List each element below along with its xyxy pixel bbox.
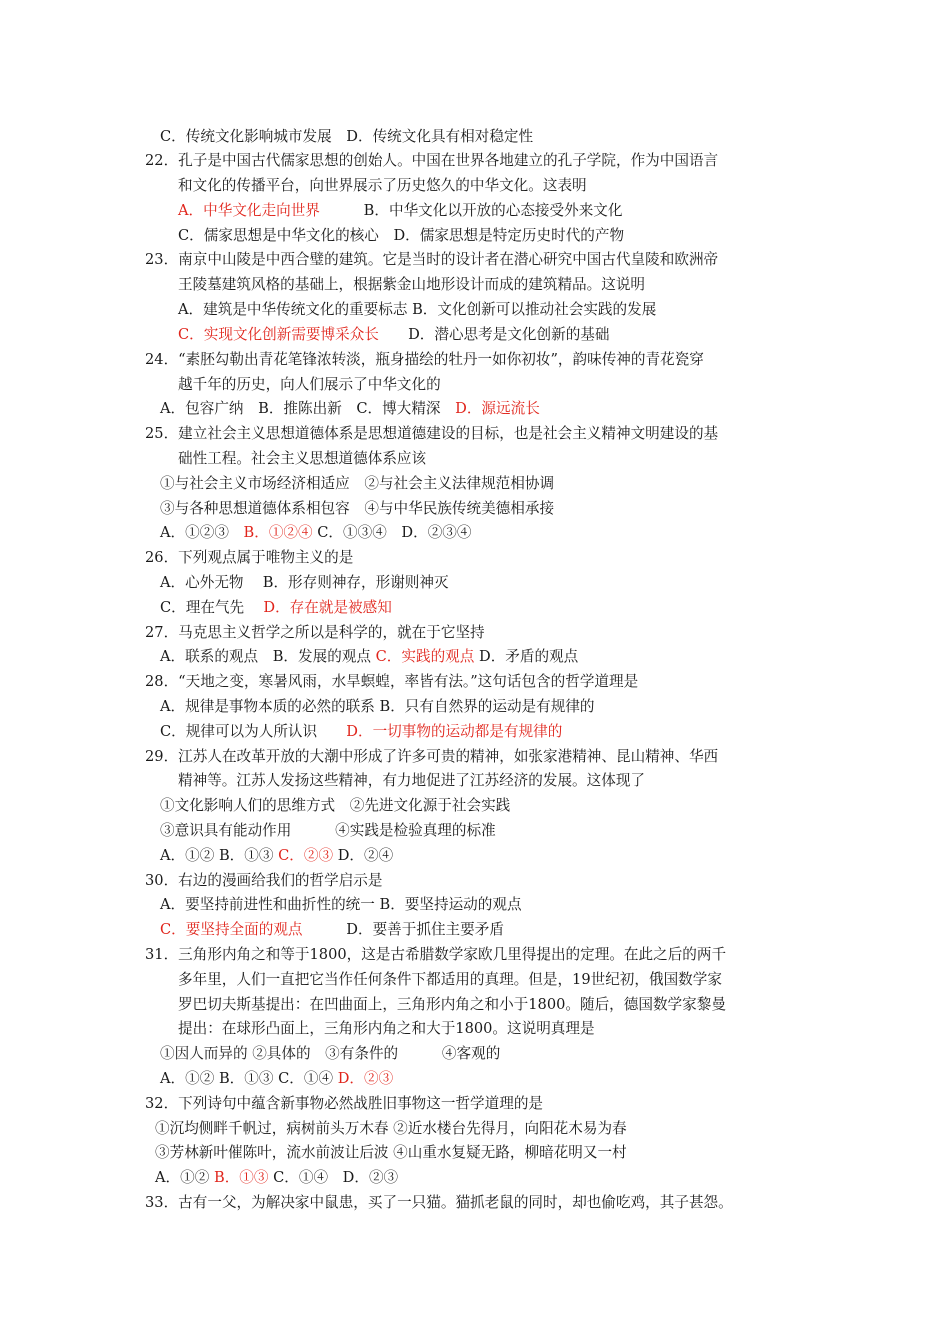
line-text: C．传统文化影响城市发展 D．传统文化具有相对稳定性 [160,128,534,145]
line-text: 础性工程。社会主义思想道德体系应该 [178,450,427,467]
line-text: ①沉均侧畔千帆过，病树前头万木春 ②近水楼台先得月，向阳花木易为春 [155,1120,627,1137]
line-text: ③芳林新叶催陈叶，流水前波让后波 ④山重水复疑无路，柳暗花明又一村 [155,1144,627,1161]
text-line [178,199,623,224]
line-text: D．潜心思考是文化创新的基础 [378,326,610,343]
line-text: A．要坚持前进性和曲折性的统一 B．要坚持运动的观点 [160,896,522,913]
text-line [178,993,726,1018]
text-line [178,1017,595,1042]
line-text: A．建筑是中华传统文化的重要标志 B．文化创新可以推动社会实践的发展 [178,301,657,318]
line-text: 30．右边的漫画给我们的哲学启示是 [145,872,383,889]
text-line [145,869,382,894]
answer-text: B．①③ [213,1169,269,1186]
text-line [145,422,718,447]
text-line [145,745,718,770]
line-text: 27．马克思主义哲学之所以是科学的，就在于它坚持 [145,624,485,641]
line-text: D．②④ [333,847,394,864]
text-line [160,125,533,150]
text-line [178,373,441,398]
line-text: D．矛盾的观点 [474,648,579,665]
text-line [145,670,638,695]
text-line [160,819,496,844]
line-text: A．①②③ [160,524,244,541]
text-line [178,174,587,199]
text-line [160,695,595,720]
answer-text: D．源远流长 [455,400,540,417]
text-line [178,968,722,993]
text-line [160,893,522,918]
text-line [178,447,426,472]
answer-text: C．实践的观点 [375,648,475,665]
line-text: B．中华文化以开放的心态接受外来文化 [319,202,623,219]
text-line [145,943,726,968]
text-line [178,769,645,794]
text-line [145,621,485,646]
text-line [160,794,510,819]
line-text: C．理在气先 [160,599,264,616]
line-text: 和文化的传播平台，向世界展示了历史悠久的中华文化。这表明 [178,177,587,194]
line-text: 24．“素胚勾勒出青花笔锋浓转淡，瓶身描绘的牡丹一如你初妆”，韵味传神的青花瓷穿 [145,351,704,368]
line-text: A．规律是事物本质的必然的联系 B．只有自然界的运动是有规律的 [160,698,595,715]
text-line [160,571,449,596]
answer-text: C．②③ [278,847,334,864]
line-text: 王陵墓建筑风格的基础上，根据紫金山地形设计而成的建筑精品。这说明 [178,276,646,293]
text-line [178,224,624,249]
line-text: 23．南京中山陵是中西合璧的建筑。它是当时的设计者在潜心研究中国古代皇陵和欧洲帝 [145,251,719,268]
line-text: A．心外无物 B．形存则神存，形谢则神灭 [160,574,449,591]
text-line [178,298,656,323]
line-text: A．①② [155,1169,214,1186]
text-line [160,596,392,621]
answer-text: A．中华文化走向世界 [178,202,320,219]
line-text: 多年里，人们一直把它当作任何条件下都适用的真理。但是，19世纪初，俄国数学家 [178,971,722,988]
line-text: C．①④ D．②③ [268,1169,399,1186]
line-text: A．包容广纳 B．推陈出新 C．博大精深 [160,400,456,417]
text-line [160,472,554,497]
line-text: C．①③④ D．②③④ [312,524,472,541]
line-text: C．规律可以为人所认识 [160,723,347,740]
text-line [160,521,471,546]
line-text: ③与各种思想道德体系相包容 ④与中华民族传统美德相承接 [160,500,555,517]
line-text: 33．古有一父，为解决家中鼠患，买了一只猫。猫抓老鼠的同时，却也偷吃鸡，其子甚怨。 [145,1194,733,1211]
text-line [160,720,562,745]
line-text: ①与社会主义市场经济相适应 ②与社会主义法律规范相协调 [160,475,555,492]
answer-text: B．①②④ [243,524,313,541]
text-line [145,1092,543,1117]
line-text: D．要善于抓住主要矛盾 [302,921,504,938]
answer-text: D．一切事物的运动都是有规律的 [346,723,563,740]
text-line [145,546,353,571]
line-text: 25．建立社会主义思想道德体系是思想道德建设的目标，也是社会主义精神文明建设的基 [145,425,719,442]
line-text: ①因人而异的 ②具体的 ③有条件的 ④客观的 [160,1045,501,1062]
line-text: A．联系的观点 B．发展的观点 [160,648,376,665]
text-line [160,844,393,869]
text-line [160,497,554,522]
line-text: ③意识具有能动作用 ④实践是检验真理的标准 [160,822,496,839]
answer-text: D．存在就是被感知 [263,599,392,616]
line-text: 22．孔子是中国古代儒家思想的创始人。中国在世界各地建立的孔子学院，作为中国语言 [145,152,719,169]
text-line [160,918,504,943]
text-line [178,273,645,298]
text-line [145,248,718,273]
text-line [145,1191,733,1216]
line-text: A．①② B．①③ [160,847,279,864]
line-text: 32．下列诗句中蕴含新事物必然战胜旧事物这一哲学道理的是 [145,1095,544,1112]
text-line [160,1042,500,1067]
line-text: A．①② B．①③ C．①④ [160,1070,338,1087]
text-line [160,1067,393,1092]
line-text: ①文化影响人们的思维方式 ②先进文化源于社会实践 [160,797,511,814]
answer-text: D．②③ [337,1070,394,1087]
line-text: 提出：在球形凸面上，三角形内角之和大于1800。这说明真理是 [178,1020,595,1037]
text-line [155,1166,398,1191]
line-text: 罗巴切夫斯基提出：在凹曲面上，三角形内角之和小于1800。随后，德国数学家黎曼 [178,996,726,1013]
text-line [155,1117,627,1142]
text-line [160,397,540,422]
text-line [160,645,578,670]
line-text: 31．三角形内角之和等于1800，这是古希腊数学家欧几里得提出的定理。在此之后的两千 [145,946,727,963]
text-line [178,323,610,348]
line-text: C．儒家思想是中华文化的核心 D．儒家思想是特定历史时代的产物 [178,227,625,244]
text-line [145,348,704,373]
text-line [155,1141,627,1166]
answer-text: C．实现文化创新需要博采众长 [178,326,379,343]
answer-text: C．要坚持全面的观点 [160,921,303,938]
line-text: 28．“天地之变，寒暑风雨，水旱螟蝗，率皆有法。”这句话包含的哲学道理是 [145,673,639,690]
line-text: 29．江苏人在改革开放的大潮中形成了许多可贵的精神，如张家港精神、昆山精神、华西 [145,748,719,765]
text-line [145,149,718,174]
line-text: 26．下列观点属于唯物主义的是 [145,549,354,566]
line-text: 精神等。江苏人发扬这些精神，有力地促进了江苏经济的发展。这体现了 [178,772,646,789]
line-text: 越千年的历史，向人们展示了中华文化的 [178,376,441,393]
